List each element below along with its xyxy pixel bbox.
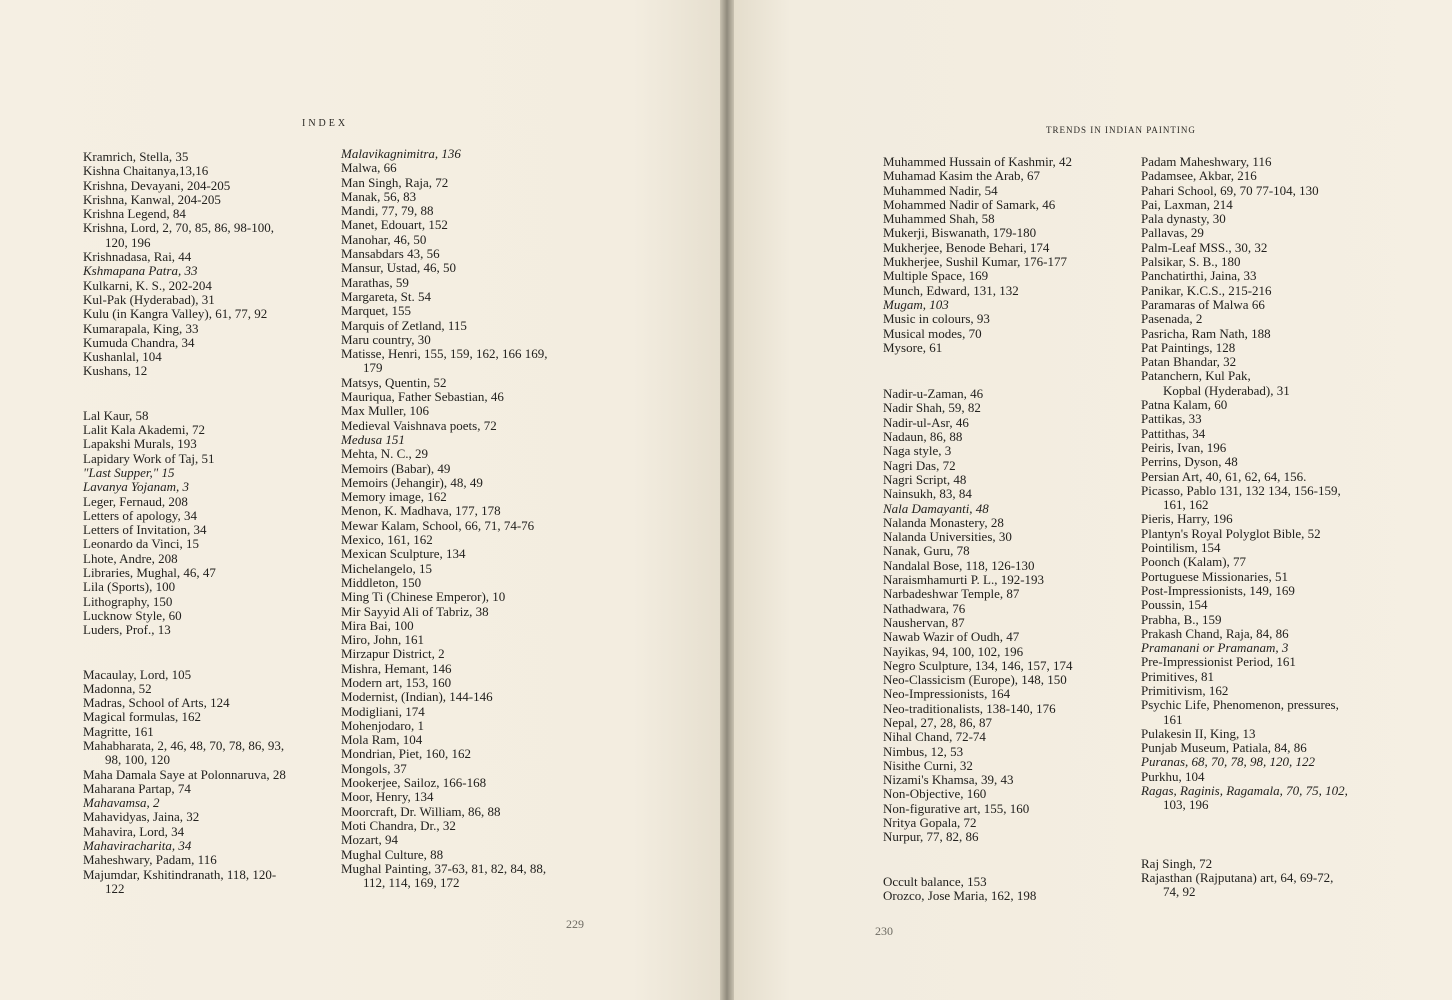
index-column-2 (341, 147, 548, 890)
index-entry: Memoirs (Babar), 49 (341, 460, 451, 476)
index-entry: Plantyn's Royal Polyglot Bible, 52 (1141, 525, 1321, 541)
index-entry: Orozco, Jose Maria, 162, 198 (883, 887, 1037, 903)
index-entry: Nathadwara, 76 (883, 600, 966, 616)
index-entry: Pre-Impressionist Period, 161 (1141, 654, 1296, 670)
page-number: 229 (566, 917, 584, 931)
index-entry: Patna Kalam, 60 (1141, 397, 1228, 413)
index-entry: Musical modes, 70 (883, 325, 982, 341)
index-entry: Pai, Laxman, 214 (1141, 196, 1233, 212)
book-gutter (720, 0, 734, 1000)
index-entry: 112, 114, 169, 172 (363, 875, 460, 891)
index-entry: Leger, Fernaud, 208 (83, 493, 188, 509)
index-entry: Perrins, Dyson, 48 (1141, 454, 1238, 470)
index-entry: Mauriqua, Father Sebastian, 46 (341, 389, 504, 405)
index-entry: Patanchern, Kul Pak, (1141, 368, 1251, 384)
index-entry: Maru country, 30 (341, 331, 431, 347)
index-entry: Nadir Shah, 59, 82 (883, 400, 981, 416)
index-entry: Nanak, Guru, 78 (883, 543, 970, 559)
index-entry: Mandi, 77, 79, 88 (341, 203, 434, 219)
index-entry: Neo-Classicism (Europe), 148, 150 (883, 672, 1067, 688)
index-entry: Prabha, B., 159 (1141, 611, 1222, 627)
index-entry: Maheshwary, Padam, 116 (83, 852, 217, 868)
index-entry: Poonch (Kalam), 77 (1141, 554, 1247, 570)
index-entry: Lalit Kala Akademi, 72 (83, 422, 206, 438)
index-entry: Ragas, Raginis, Ragamala, 70, 75, 102, (1141, 783, 1348, 799)
index-entry: Multiple Space, 169 (883, 268, 989, 284)
index-entry: Lapakshi Murals, 193 (83, 436, 197, 452)
index-entry: Mysore, 61 (883, 339, 943, 355)
index-entry: Magritte, 161 (83, 723, 154, 739)
index-entry: Mongols, 37 (341, 760, 407, 776)
index-entry: Ming Ti (Chinese Emperor), 10 (341, 589, 506, 605)
index-entry: Modernist, (Indian), 144-146 (341, 689, 493, 705)
index-entry: Nurpur, 77, 82, 86 (883, 829, 979, 845)
index-entry: Mir Sayyid Ali of Tabriz, 38 (341, 603, 489, 619)
index-entry: Mansabdars 43, 56 (341, 246, 440, 262)
index-entry: Modigliani, 174 (341, 703, 425, 719)
index-entry: Max Muller, 106 (341, 403, 429, 419)
index-entry: 98, 100, 120 (105, 752, 170, 768)
index-column-1 (883, 155, 1073, 903)
index-entry: Medieval Vaishnava poets, 72 (341, 417, 497, 433)
index-entry: Krishna, Devayani, 204-205 (83, 177, 231, 193)
index-entry: Menon, K. Madhava, 177, 178 (341, 503, 501, 519)
index-entry: Moorcraft, Dr. William, 86, 88 (341, 803, 501, 819)
index-entry: Nandalal Bose, 118, 126-130 (883, 557, 1035, 573)
index-entry: Kul-Pak (Hyderabad), 31 (83, 291, 215, 307)
index-entry: Naushervan, 87 (883, 614, 965, 630)
index-entry: Majumdar, Kshitindranath, 118, 120- (83, 866, 277, 882)
index-entry: Medusa 151 (341, 431, 405, 447)
index-entry: Mahavamsa, 2 (83, 795, 160, 811)
index-entry: Marquis of Zetland, 115 (341, 317, 467, 333)
index-entry: Post-Impressionists, 149, 169 (1141, 582, 1295, 598)
index-entry: Krishna Legend, 84 (83, 206, 186, 222)
page-number: 230 (875, 924, 893, 938)
index-entry: Pieris, Harry, 196 (1141, 511, 1233, 527)
index-entry: Psychic Life, Phenomenon, pressures, (1141, 697, 1339, 713)
index-entry: Mahavira, Lord, 34 (83, 823, 185, 839)
index-entry: Mukherjee, Sushil Kumar, 176-177 (883, 254, 1067, 270)
index-entry: Mughal Painting, 37-63, 81, 82, 84, 88, (341, 860, 547, 876)
index-entry: Moor, Henry, 134 (341, 789, 434, 805)
index-entry: Mewar Kalam, School, 66, 71, 74-76 (341, 517, 535, 533)
index-entry: Manohar, 46, 50 (341, 231, 427, 247)
index-entry: Nadir-u-Zaman, 46 (883, 386, 984, 402)
index-entry: Luders, Prof., 13 (83, 622, 171, 638)
index-entry: Mozart, 94 (341, 832, 399, 848)
index-entry: Kushanlal, 104 (83, 349, 162, 365)
index-entry: Nagri Script, 48 (883, 471, 967, 487)
index-entry: Neo-Impressionists, 164 (883, 686, 1011, 702)
index-entry: Kopbal (Hyderabad), 31 (1163, 382, 1290, 398)
index-entry: Pointilism, 154 (1141, 540, 1221, 556)
index-column-1 (83, 150, 286, 896)
index-entry: Nepal, 27, 28, 86, 87 (883, 714, 993, 730)
index-entry: Malavikagnimitra, 136 (341, 146, 461, 161)
index-entry: Macaulay, Lord, 105 (83, 666, 192, 682)
index-entry: 120, 196 (105, 234, 151, 250)
index-entry: Kishna Chaitanya,13,16 (83, 163, 209, 179)
index-entry: Non-Objective, 160 (883, 786, 987, 802)
index-entry: Panchatirthi, Jaina, 33 (1141, 268, 1257, 284)
index-entry: Pat Paintings, 128 (1141, 339, 1236, 355)
index-entry: Palm-Leaf MSS., 30, 32 (1141, 239, 1268, 255)
index-entry: Pattikas, 33 (1141, 411, 1202, 427)
index-entry: Narbadeshwar Temple, 87 (883, 586, 1020, 602)
index-entry: Mohenjodaro, 1 (341, 717, 425, 733)
index-entry: Pasricha, Ram Nath, 188 (1141, 325, 1271, 341)
index-entry: Kulkarni, K. S., 202-204 (83, 277, 212, 293)
index-entry: Occult balance, 153 (883, 873, 987, 889)
index-entry: Lhote, Andre, 208 (83, 550, 178, 566)
index-entry: Lithography, 150 (83, 593, 173, 609)
index-entry: 161 (1163, 711, 1183, 727)
index-entry: Libraries, Mughal, 46, 47 (83, 565, 216, 581)
index-entry: 161, 162 (1163, 497, 1209, 513)
index-entry: Naga style, 3 (883, 443, 952, 459)
index-entry: Mira Bai, 100 (341, 617, 414, 633)
index-entry: Kumarapala, King, 33 (83, 320, 199, 336)
index-entry: Mukerji, Biswanath, 179-180 (883, 225, 1037, 241)
index-entry: Moti Chandra, Dr., 32 (341, 817, 456, 833)
index-entry: Lavanya Yojanam, 3 (83, 479, 190, 495)
index-entry: Lapidary Work of Taj, 51 (83, 450, 215, 466)
running-head: INDEX (302, 118, 349, 129)
index-entry: Nizami's Khamsa, 39, 43 (883, 772, 1014, 788)
index-entry: Peiris, Ivan, 196 (1141, 439, 1227, 455)
index-entry: Mohammed Nadir of Samark, 46 (883, 196, 1056, 212)
index-entry: Man Singh, Raja, 72 (341, 174, 449, 190)
index-entry: Nagri Das, 72 (883, 457, 956, 473)
right-page (734, 0, 1452, 1000)
index-entry: Memoirs (Jehangir), 48, 49 (341, 474, 483, 490)
index-entry: Mirzapur District, 2 (341, 646, 445, 662)
index-entry: Matisse, Henri, 155, 159, 162, 166 169, (341, 346, 548, 362)
index-entry: Nawab Wazir of Oudh, 47 (883, 629, 1020, 645)
index-entry: Letters of apology, 34 (83, 507, 197, 523)
index-entry: Krishna, Kanwal, 204-205 (83, 191, 221, 207)
index-entry: Panikar, K.C.S., 215-216 (1141, 282, 1272, 298)
index-entry: 179 (363, 360, 383, 376)
index-entry: Primitivism, 162 (1141, 682, 1229, 698)
index-entry: Mehta, N. C., 29 (341, 446, 429, 462)
section-gap (883, 355, 1073, 387)
index-entry: Non-figurative art, 155, 160 (883, 800, 1030, 816)
index-entry: Mugam, 103 (883, 296, 949, 312)
index-entry: Modern art, 153, 160 (341, 674, 452, 690)
index-entry: Patan Bhandar, 32 (1141, 354, 1237, 370)
index-entry: Nimbus, 12, 53 (883, 743, 964, 759)
index-entry: Manak, 56, 83 (341, 188, 417, 204)
index-entry: Manet, Edouart, 152 (341, 217, 448, 233)
index-entry: Portuguese Missionaries, 51 (1141, 568, 1288, 584)
index-entry: Mansur, Ustad, 46, 50 (341, 260, 457, 276)
index-entry: Picasso, Pablo 131, 132 134, 156-159, (1141, 482, 1341, 498)
index-entry: Nritya Gopala, 72 (883, 815, 977, 831)
index-entry: Mishra, Hemant, 146 (341, 660, 452, 676)
index-entry: Muhammed Nadir, 54 (883, 182, 998, 198)
index-entry: Muhammed Hussain of Kashmir, 42 (883, 154, 1073, 169)
index-entry: Mahabharata, 2, 46, 48, 70, 78, 86, 93, (83, 737, 285, 753)
section-gap (1141, 813, 1348, 857)
index-entry: Mahavidyas, Jaina, 32 (83, 809, 200, 825)
index-entry: Pahari School, 69, 70 77-104, 130 (1141, 182, 1319, 198)
index-entry: Primitives, 81 (1141, 668, 1214, 684)
index-entry: Padam Maheshwary, 116 (1141, 154, 1272, 169)
index-entry: Mola Ram, 104 (341, 732, 423, 748)
index-entry: Nalanda Universities, 30 (883, 529, 1012, 545)
index-entry: Leonardo da Vinci, 15 (83, 536, 199, 552)
index-entry: Margareta, St. 54 (341, 288, 432, 304)
index-entry: Michelangelo, 15 (341, 560, 432, 576)
index-entry: Prakash Chand, Raja, 84, 86 (1141, 625, 1289, 641)
index-entry: Mexican Sculpture, 134 (341, 546, 466, 562)
index-entry: Maharana Partap, 74 (83, 780, 191, 796)
index-entry: 103, 196 (1163, 797, 1209, 813)
left-page (0, 0, 720, 1000)
index-entry: Kumuda Chandra, 34 (83, 334, 195, 350)
index-entry: Poussin, 154 (1141, 597, 1208, 613)
index-entry: Negro Sculpture, 134, 146, 157, 174 (883, 657, 1073, 673)
index-entry: Lal Kaur, 58 (83, 407, 149, 423)
index-entry: Kramrich, Stella, 35 (83, 149, 189, 164)
index-entry: Krishnadasa, Rai, 44 (83, 249, 192, 265)
index-entry: Nala Damayanti, 48 (883, 500, 989, 516)
index-entry: Mookerjee, Sailoz, 166-168 (341, 775, 487, 791)
index-entry: Muhamad Kasim the Arab, 67 (883, 168, 1041, 184)
index-entry: Miro, John, 161 (341, 632, 425, 648)
index-entry: Mondrian, Piet, 160, 162 (341, 746, 471, 762)
index-entry: Krishna, Lord, 2, 70, 85, 86, 98-100, (83, 220, 275, 236)
index-entry: Kushans, 12 (83, 363, 148, 379)
index-entry: Madonna, 52 (83, 680, 152, 696)
index-entry: Pattithas, 34 (1141, 425, 1206, 441)
index-entry: Padamsee, Akbar, 216 (1141, 168, 1257, 184)
index-column-2 (1141, 155, 1348, 900)
index-entry: 74, 92 (1163, 884, 1196, 900)
index-entry: Nisithe Curni, 32 (883, 757, 973, 773)
index-entry: Nadir-ul-Asr, 46 (883, 414, 969, 430)
index-entry: Malwa, 66 (341, 160, 397, 176)
index-entry: Mahaviracharita, 34 (83, 838, 192, 854)
index-entry: Matsys, Quentin, 52 (341, 374, 447, 390)
index-entry: Nadaun, 86, 88 (883, 429, 963, 445)
index-entry: Marathas, 59 (341, 274, 409, 290)
section-gap (883, 845, 1073, 875)
index-entry: Kulu (in Kangra Valley), 61, 77, 92 (83, 306, 268, 322)
index-entry: Pramanani or Pramanam, 3 (1141, 640, 1289, 656)
index-entry: Paramaras of Malwa 66 (1141, 296, 1265, 312)
index-entry: Letters of Invitation, 34 (83, 522, 207, 538)
section-gap (83, 379, 286, 409)
index-entry: Pulakesin II, King, 13 (1141, 725, 1256, 741)
index-entry: Kshmapana Patra, 33 (83, 263, 198, 279)
index-entry: Music in colours, 93 (883, 311, 990, 327)
index-entry: Memory image, 162 (341, 489, 447, 505)
index-entry: Persian Art, 40, 61, 62, 64, 156. (1141, 468, 1307, 484)
index-entry: Munch, Edward, 131, 132 (883, 282, 1019, 298)
index-entry: Lila (Sports), 100 (83, 579, 176, 595)
index-entry: Punjab Museum, Patiala, 84, 86 (1141, 740, 1307, 756)
index-entry: Pala dynasty, 30 (1141, 211, 1226, 227)
index-entry: Nihal Chand, 72-74 (883, 729, 986, 745)
index-entry: Palsikar, S. B., 180 (1141, 254, 1241, 270)
index-entry: Mughal Culture, 88 (341, 846, 444, 862)
index-entry: Raj Singh, 72 (1141, 855, 1213, 871)
index-entry: Rajasthan (Rajputana) art, 64, 69-72, (1141, 869, 1334, 885)
index-entry: Mukherjee, Benode Behari, 174 (883, 239, 1050, 255)
index-entry: Nalanda Monastery, 28 (883, 514, 1004, 530)
index-entry: "Last Supper," 15 (83, 464, 175, 480)
index-entry: Marquet, 155 (341, 303, 412, 319)
index-entry: Madras, School of Arts, 124 (83, 695, 230, 711)
index-entry: Pasenada, 2 (1141, 311, 1203, 327)
index-entry: Lucknow Style, 60 (83, 607, 182, 623)
index-entry: Maha Damala Saye at Polonnaruva, 28 (83, 766, 286, 782)
index-entry: Purkhu, 104 (1141, 768, 1205, 784)
index-entry: Nainsukh, 83, 84 (883, 486, 972, 502)
index-entry: Naraismhamurti P. L., 192-193 (883, 572, 1045, 588)
index-entry: Neo-traditionalists, 138-140, 176 (883, 700, 1056, 716)
index-entry: Pallavas, 29 (1141, 225, 1204, 241)
index-entry: Magical formulas, 162 (83, 709, 202, 725)
index-entry: 122 (105, 880, 125, 896)
section-gap (83, 638, 286, 668)
index-entry: Middleton, 150 (341, 574, 422, 590)
index-entry: Muhammed Shah, 58 (883, 211, 995, 227)
index-entry: Mexico, 161, 162 (341, 532, 433, 548)
index-entry: Puranas, 68, 70, 78, 98, 120, 122 (1141, 754, 1316, 770)
index-entry: Nayikas, 94, 100, 102, 196 (883, 643, 1024, 659)
running-head: TRENDS IN INDIAN PAINTING (1046, 125, 1196, 135)
